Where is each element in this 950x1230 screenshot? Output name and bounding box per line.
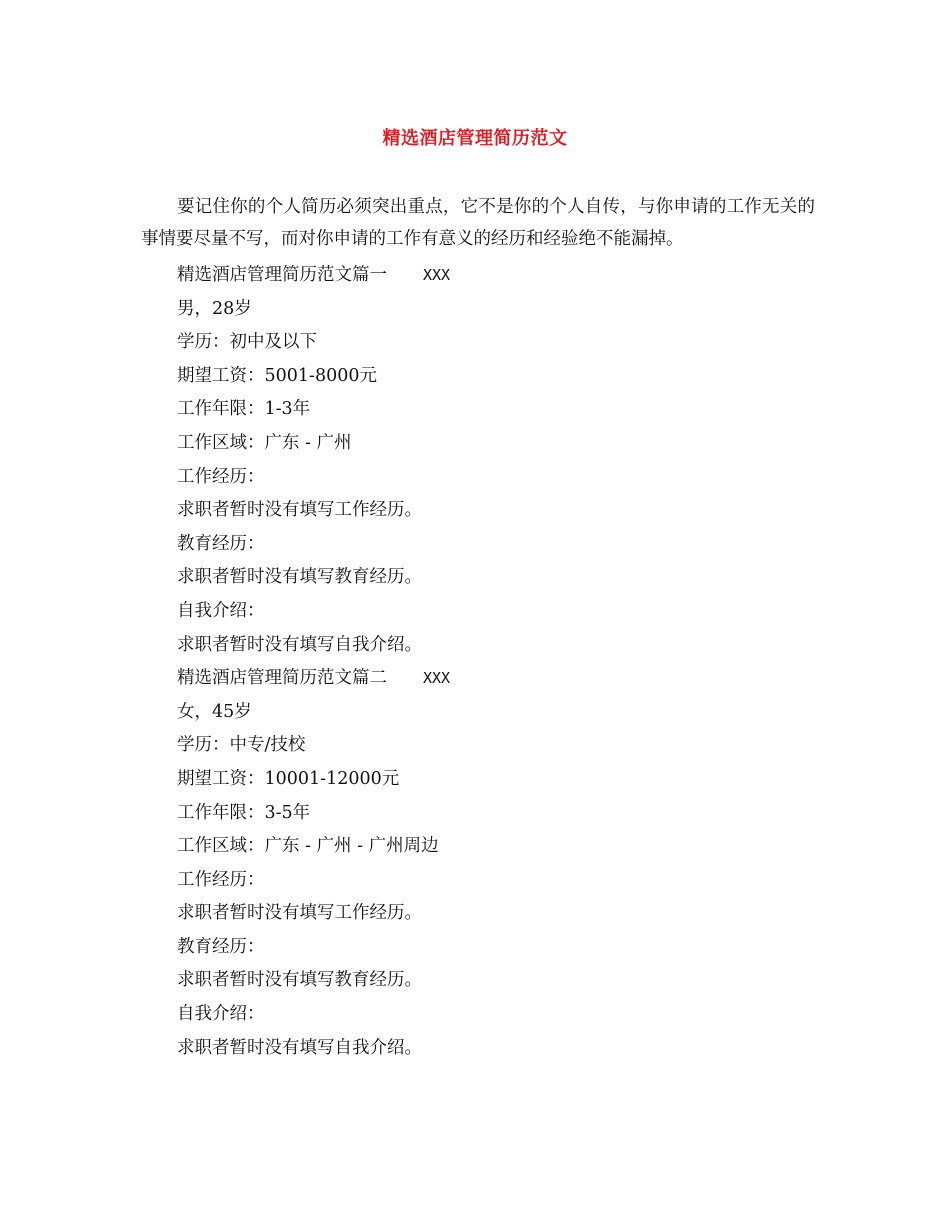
resume2-name: XXX [423, 669, 451, 688]
resume2-work-label: 工作经历： [177, 869, 265, 890]
resume1-edu-label: 教育经历： [177, 533, 265, 554]
resume1-edu-text: 求职者暂时没有填写教育经历。 [177, 567, 422, 588]
resume2-intro-label: 自我介绍： [177, 1004, 265, 1025]
resume-list [177, 259, 817, 1065]
resume2-education: 学历：中专/技校 [177, 735, 306, 756]
resume2-work-text: 求职者暂时没有填写工作经历。 [177, 903, 422, 924]
resume2-region: 工作区域：广东 - 广州 - 广州周边 [177, 836, 439, 857]
resume2-edu-label: 教育经历： [177, 936, 265, 957]
resume1-intro-label: 自我介绍： [177, 600, 265, 621]
resume1-years: 工作年限：1-3年 [177, 399, 311, 420]
resume2-intro-text: 求职者暂时没有填写自我介绍。 [177, 1037, 422, 1058]
resume1-heading: 精选酒店管理简历范文篇一 [177, 265, 387, 285]
resume1-intro-text: 求职者暂时没有填写自我介绍。 [177, 634, 422, 655]
resume2-years: 工作年限：3-5年 [177, 802, 311, 823]
resume1-gender-age: 男，28岁 [177, 298, 252, 319]
resume1-education: 学历：初中及以下 [177, 332, 317, 353]
resume2-gender-age: 女，45岁 [177, 701, 252, 722]
resume1-work-label: 工作经历： [177, 466, 265, 487]
resume2-heading-line [177, 662, 817, 696]
resume2-edu-text: 求职者暂时没有填写教育经历。 [177, 970, 422, 991]
resume1-salary: 期望工资：5001-8000元 [177, 365, 377, 386]
resume2-salary: 期望工资：10001-12000元 [177, 768, 400, 789]
resume2-heading: 精选酒店管理简历范文篇二 [177, 668, 387, 689]
intro-paragraph: 要记住你的个人简历必须突出重点，它不是你的个人自传，与你申请的工作无关的事情要尽量不写，而对你申请的工作有意义的经历和经验绝不能漏掉。 [141, 197, 815, 249]
document-title: 精选酒店管理简历范文 [382, 128, 568, 149]
resume1-heading-line [177, 259, 817, 293]
resume1-work-text: 求职者暂时没有填写工作经历。 [177, 500, 422, 521]
resume1-name: XXX [423, 266, 451, 284]
resume1-region: 工作区域：广东 - 广州 [177, 432, 352, 453]
